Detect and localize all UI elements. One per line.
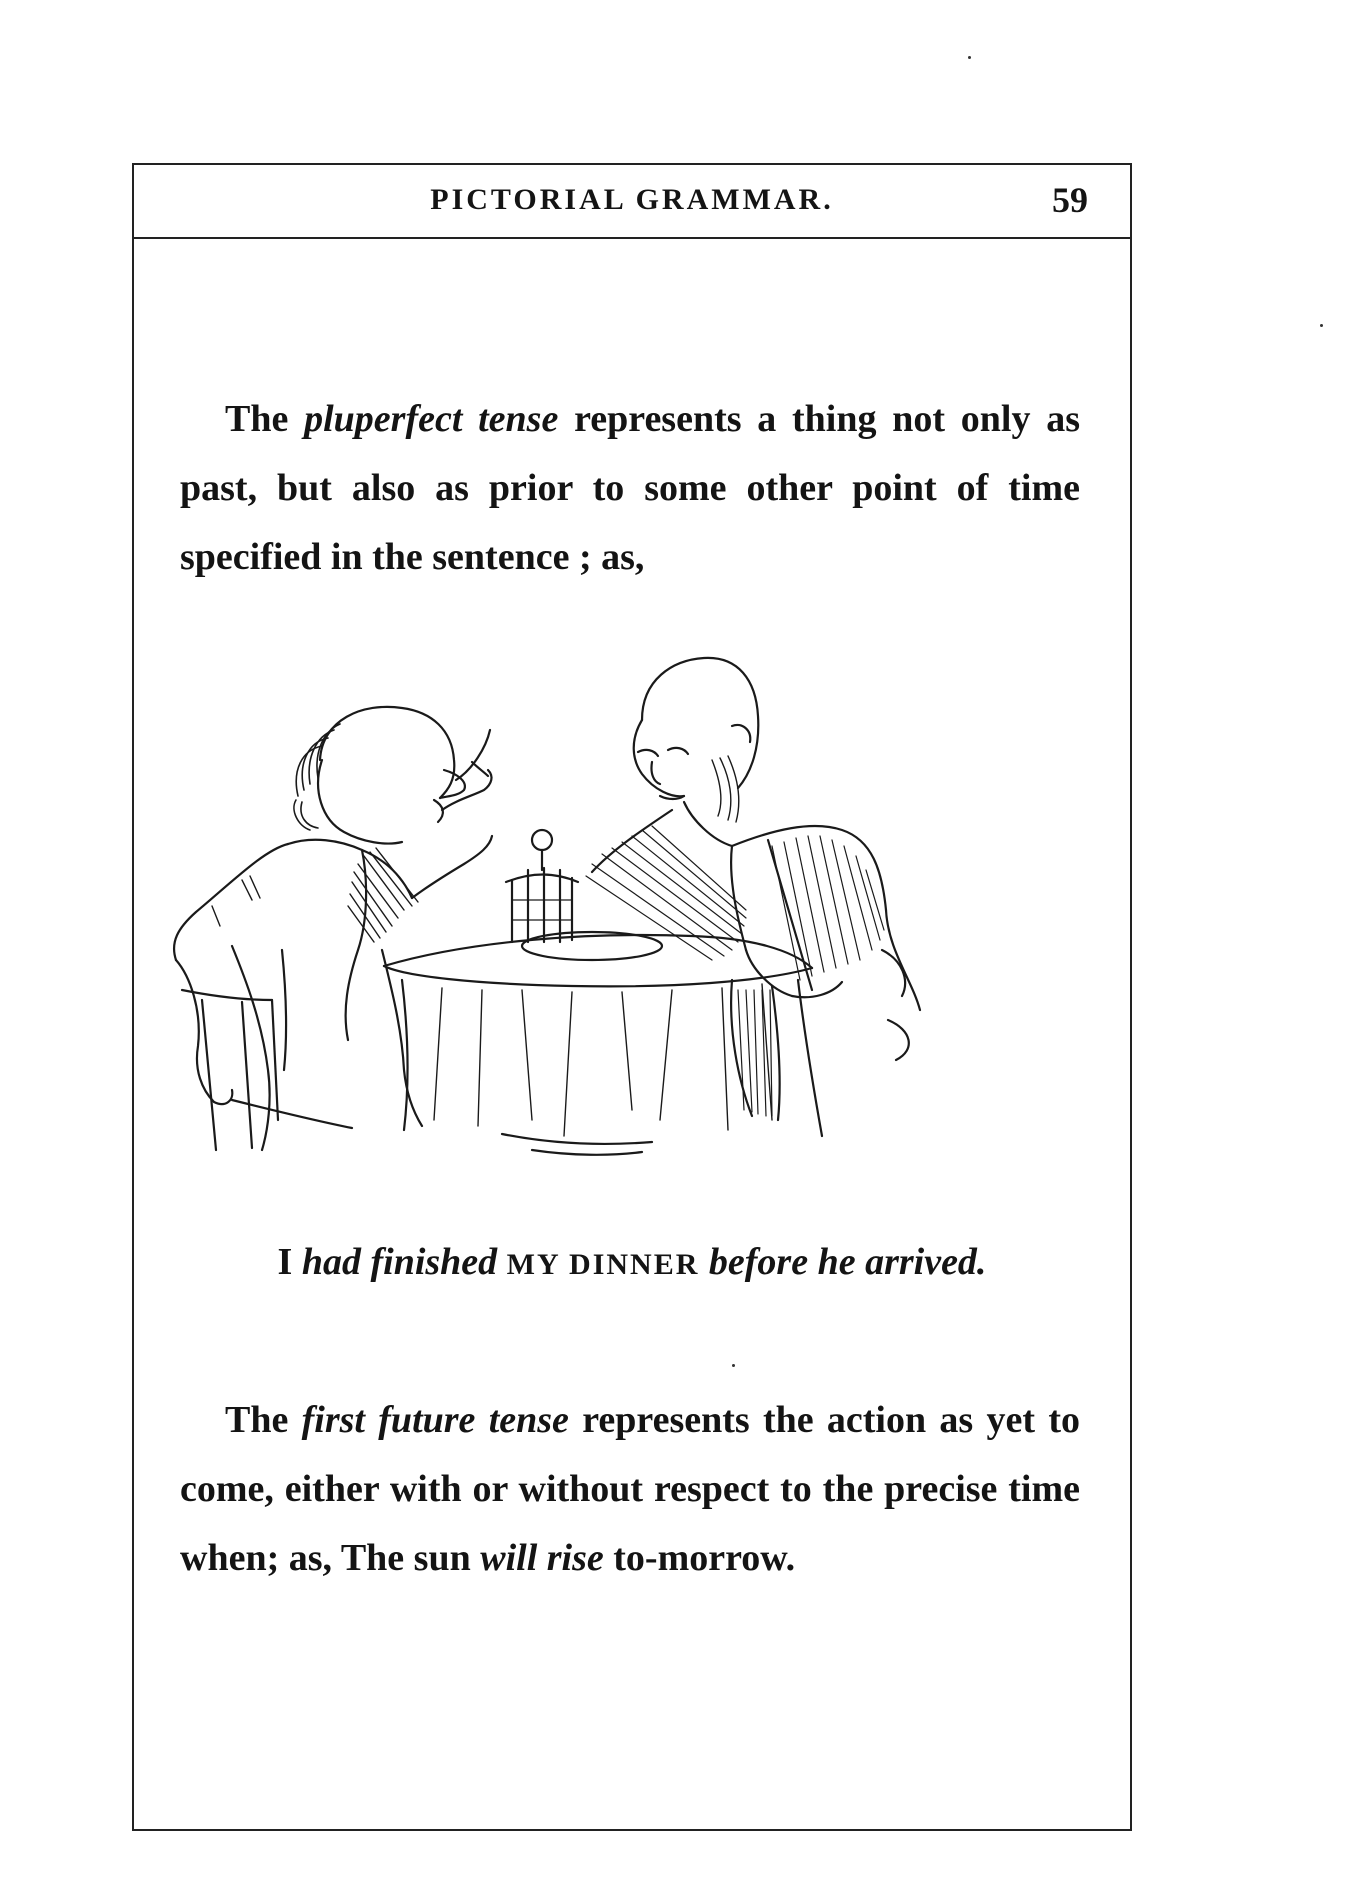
running-head	[132, 163, 1132, 239]
term-first-future-tense: first future tense	[301, 1399, 569, 1441]
dinner-illustration	[172, 650, 1092, 1238]
print-speck	[732, 1364, 735, 1367]
paragraph-first-future	[180, 1386, 1080, 1593]
caption-verb: had finished	[301, 1241, 498, 1283]
paragraph-text: The	[225, 398, 305, 440]
paragraph-text: represents the action as yet to come, either with or without respect to the precise time when; as, The sun	[180, 1399, 1080, 1579]
term-pluperfect-tense: pluperfect tense	[304, 398, 559, 440]
illustration-caption	[132, 1240, 1132, 1284]
caption-clause: before he arrived.	[708, 1241, 987, 1283]
print-speck	[968, 56, 971, 59]
running-head-title: PICTORIAL GRAMMAR.	[430, 183, 834, 216]
paragraph-text: The	[225, 1399, 302, 1441]
caption-object: MY DINNER	[506, 1248, 700, 1281]
paragraph-pluperfect	[180, 385, 1080, 592]
page-number: 59	[1052, 180, 1088, 220]
example-will-rise: will rise	[480, 1537, 604, 1579]
paragraph-text: to-morrow.	[603, 1537, 796, 1579]
print-speck	[1320, 324, 1323, 327]
paragraph-text: represents a thing not only as past, but also as prior to some other point of time specified in the sentence ; as,	[180, 398, 1080, 578]
caption-pronoun: I	[277, 1241, 302, 1283]
